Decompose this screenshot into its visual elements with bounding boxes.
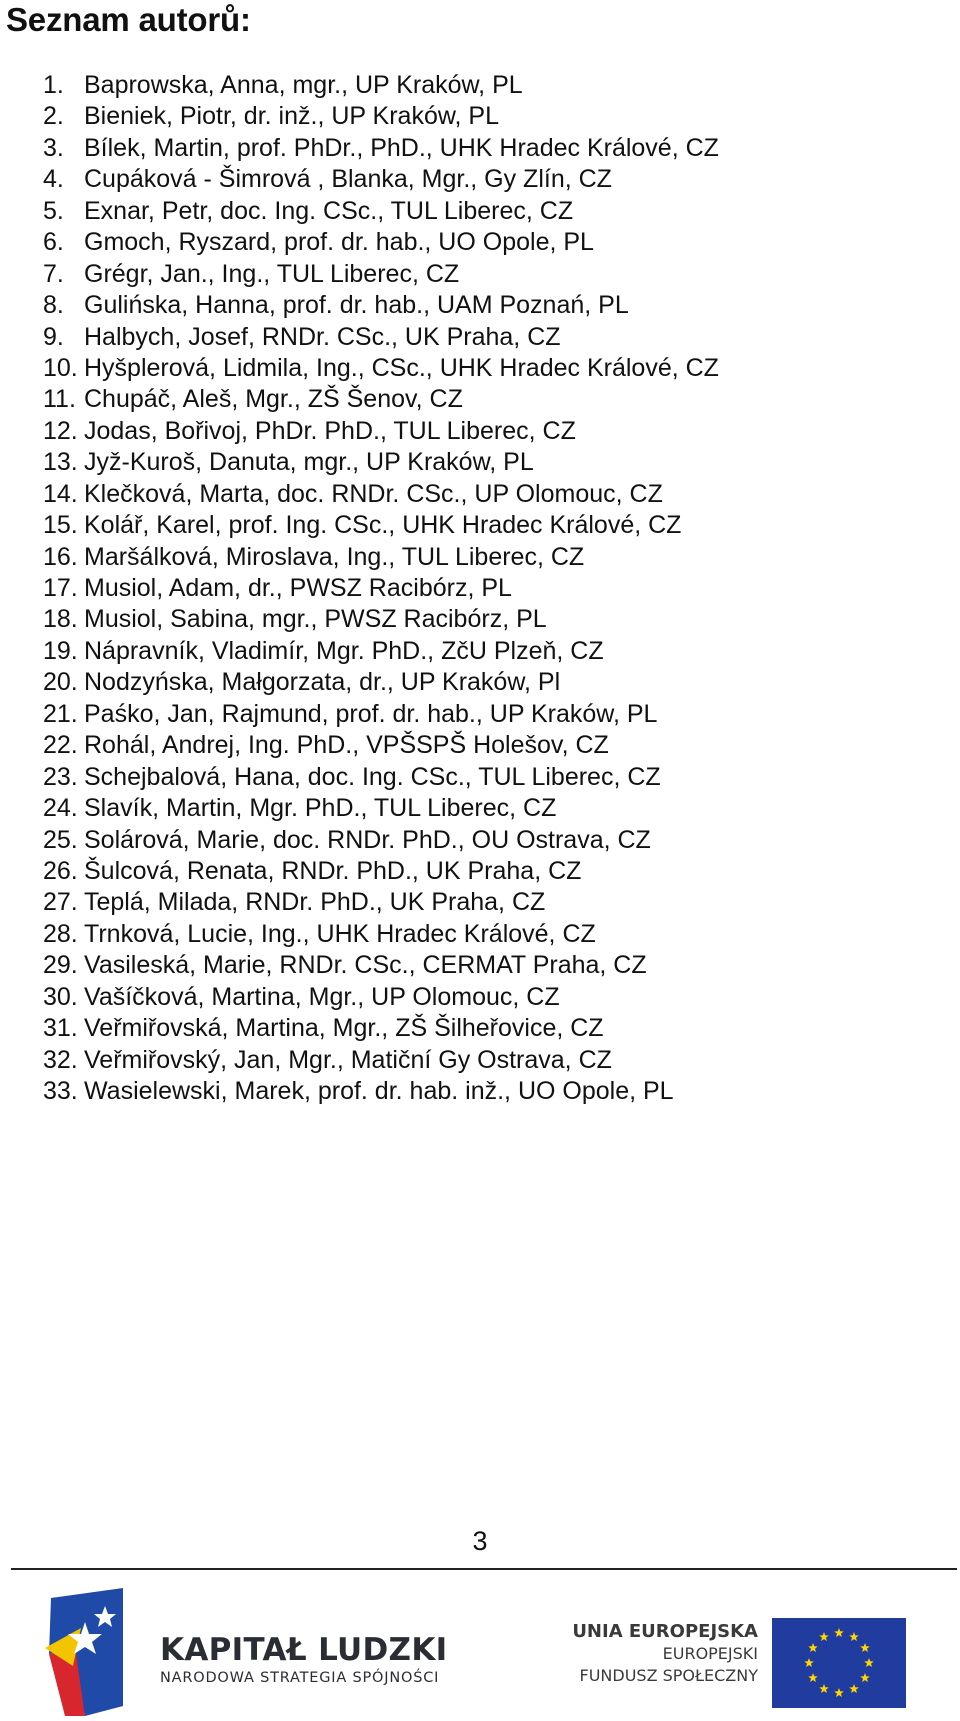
author-number: 13. [43,448,78,477]
author-number: 8. [43,291,64,320]
author-entry: Solárová, Marie, doc. RNDr. PhD., OU Ostrava, CZ [84,825,651,854]
author-number: 22. [43,731,78,760]
author-number: 1. [43,71,64,99]
eu-flag-icon [772,1618,906,1713]
author-entry: Bílek, Martin, prof. PhDr., PhD., UHK Hradec Králové, CZ [84,133,719,162]
author-number: 21. [43,699,78,728]
author-item [43,133,719,164]
author-number: 23. [43,762,78,791]
author-number: 10. [43,353,78,382]
author-item [43,259,719,290]
author-number: 26. [43,856,78,885]
author-item [43,322,719,353]
kapital-ludzki-name: KAPITAŁ LUDZKI [160,1632,448,1668]
page-number: 3 [472,1526,488,1556]
author-number: 24. [43,794,78,823]
author-entry: Gulińska, Hanna, prof. dr. hab., UAM Poznań, PL [84,291,629,320]
author-list [43,70,719,1107]
author-item [43,825,719,856]
author-number: 9. [43,322,64,351]
author-number: 2. [43,102,64,131]
author-entry: Wasielewski, Marek, prof. dr. hab. inž., UO Opole, PL [84,1077,674,1105]
author-number: 16. [43,542,78,571]
author-number: 12. [43,416,78,445]
author-entry: Veřmiřovská, Martina, Mgr., ZŠ Šilheřovice, CZ [84,1014,604,1043]
author-number: 28. [43,919,78,948]
author-number: 27. [43,888,78,917]
author-entry: Grégr, Jan., Ing., TUL Liberec, CZ [84,259,460,288]
author-number: 5. [43,196,64,225]
author-item [43,950,719,981]
author-entry: Klečková, Marta, doc. RNDr. CSc., UP Olomouc, CZ [84,479,663,508]
author-entry: Kolář, Karel, prof. Ing. CSc., UHK Hradec Králové, CZ [84,511,682,540]
author-item [43,70,719,101]
author-entry: Hyšplerová, Lidmila, Ing., CSc., UHK Hradec Králové, CZ [84,353,719,382]
author-item [43,762,719,793]
author-number: 32. [43,1045,78,1074]
author-item [43,479,719,510]
author-item [43,636,719,667]
footer-divider [11,1568,957,1570]
kapital-ludzki-tagline: NARODOWA STRATEGIA SPÓJNOŚCI [160,1670,440,1686]
author-entry: Halbych, Josef, RNDr. CSc., UK Praha, CZ [84,322,561,351]
author-number: 14. [43,479,78,508]
author-number: 6. [43,228,64,257]
author-entry: Nodzyńska, Małgorzata, dr., UP Kraków, Pl [84,668,561,697]
eu-fund-line1: EUROPEJSKI [662,1644,758,1663]
author-entry: Gmoch, Ryszard, prof. dr. hab., UO Opole, PL [84,228,594,257]
author-entry: Slavík, Martin, Mgr. PhD., TUL Liberec, CZ [84,794,557,823]
author-entry: Jyž-Kuroš, Danuta, mgr., UP Kraków, PL [84,448,534,477]
author-entry: Vašíčková, Martina, Mgr., UP Olomouc, CZ [84,982,560,1011]
author-item [43,1045,719,1076]
author-number: 18. [43,605,78,634]
author-item [43,667,719,698]
author-number: 31. [43,1014,78,1043]
author-item [43,793,719,824]
eu-union-label: UNIA EUROPEJSKA [572,1621,758,1642]
kapital-ludzki-logo [160,1632,447,1686]
author-entry: Bieniek, Piotr, dr. inž., UP Kraków, PL [84,102,500,131]
author-number: 25. [43,825,78,854]
author-entry: Trnková, Lucie, Ing., UHK Hradec Králové, CZ [84,919,596,948]
author-number: 19. [43,636,78,665]
author-entry: Chupáč, Aleš, Mgr., ZŠ Šenov, CZ [84,385,463,414]
author-item [43,164,719,195]
eu-fund-logo-text [572,1620,758,1687]
author-item [43,196,719,227]
author-entry: Musiol, Sabina, mgr., PWSZ Racibórz, PL [84,605,547,634]
kapital-ludzki-star-icon [45,1588,125,1721]
author-entry: Teplá, Milada, RNDr. PhD., UK Praha, CZ [84,888,546,917]
author-entry: Vasileská, Marie, RNDr. CSc., CERMAT Praha, CZ [84,951,647,980]
author-entry: Exnar, Petr, doc. Ing. CSc., TUL Liberec, CZ [84,196,574,225]
author-item [43,353,719,384]
author-number: 20. [43,668,78,697]
author-item [43,730,719,761]
author-item [43,1076,719,1107]
author-entry: Maršálková, Miroslava, Ing., TUL Liberec, CZ [84,542,585,571]
author-number: 17. [43,574,78,602]
author-number: 30. [43,982,78,1011]
author-item [43,982,719,1013]
author-entry: Paśko, Jan, Rajmund, prof. dr. hab., UP Kraków, PL [84,699,658,728]
author-number: 11. [43,385,76,414]
author-number: 7. [43,259,64,288]
author-item [43,699,719,730]
author-entry: Musiol, Adam, dr., PWSZ Racibórz, PL [84,574,512,602]
author-entry: Šulcová, Renata, RNDr. PhD., UK Praha, CZ [84,856,582,885]
page-title: Seznam autorů: [6,1,251,38]
author-entry: Jodas, Bořivoj, PhDr. PhD., TUL Liberec, CZ [84,416,576,445]
author-item [43,227,719,258]
author-item [43,542,719,573]
author-number: 33. [43,1077,78,1105]
eu-fund-line2: FUNDUSZ SPOŁECZNY [579,1666,758,1685]
author-item [43,290,719,321]
author-number: 3. [43,133,64,162]
author-entry: Nápravník, Vladimír, Mgr. PhD., ZčU Plzeň, CZ [84,636,604,665]
author-item [43,1013,719,1044]
author-entry: Rohál, Andrej, Ing. PhD., VPŠSPŠ Holešov, CZ [84,731,609,760]
author-item [43,856,719,887]
author-item [43,384,719,415]
author-entry: Schejbalová, Hana, doc. Ing. CSc., TUL Liberec, CZ [84,762,661,791]
author-item [43,887,719,918]
author-item [43,447,719,478]
author-item [43,416,719,447]
author-number: 29. [43,951,78,980]
author-entry: Baprowska, Anna, mgr., UP Kraków, PL [84,71,523,99]
author-number: 4. [43,165,64,194]
author-item [43,573,719,604]
author-entry: Cupáková - Šimrová , Blanka, Mgr., Gy Zlín, CZ [84,165,612,194]
author-item [43,101,719,132]
author-item [43,510,719,541]
author-item [43,919,719,950]
author-item [43,604,719,635]
author-entry: Veřmiřovský, Jan, Mgr., Matiční Gy Ostrava, CZ [84,1045,612,1074]
author-number: 15. [43,511,78,540]
